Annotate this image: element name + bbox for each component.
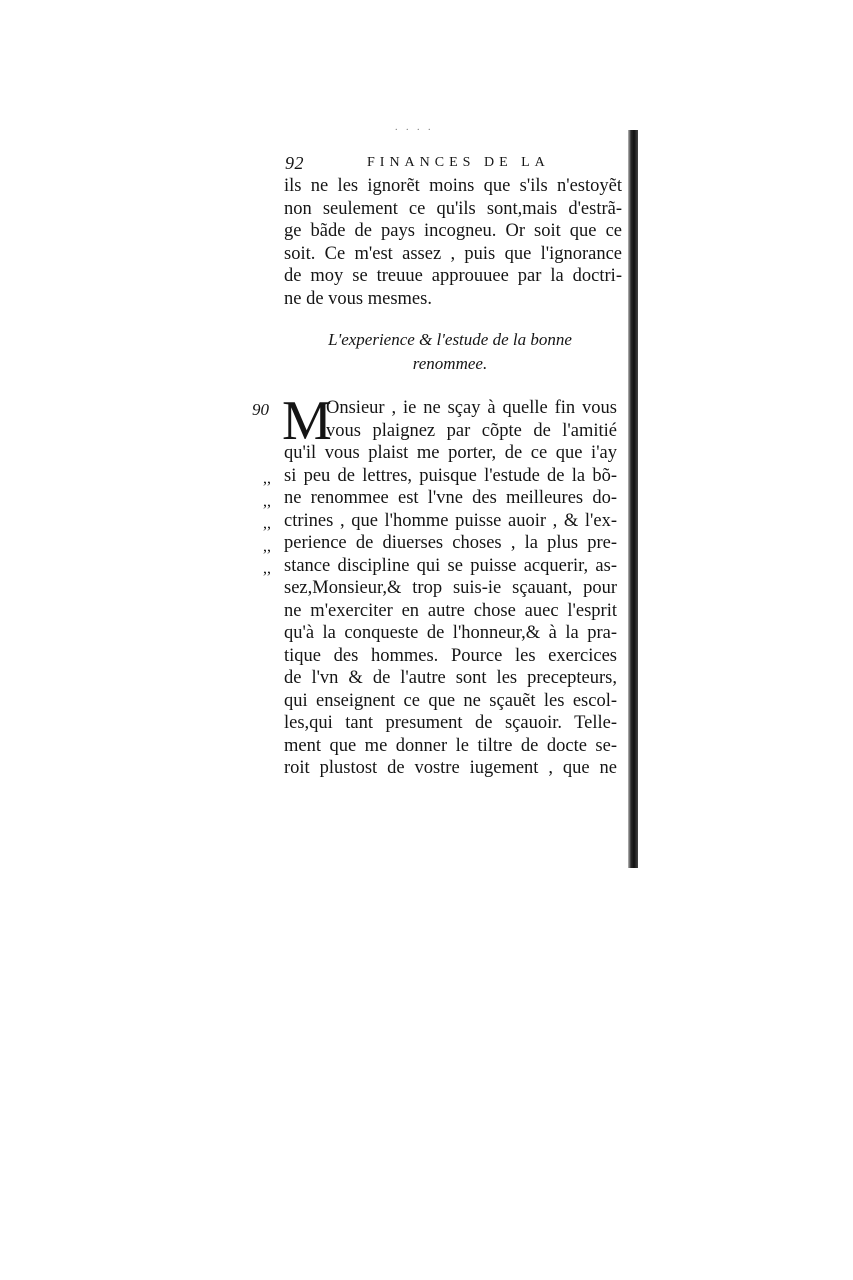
text-line: ment que me donner le tiltre de docte se- [284,735,617,756]
text-line: soit. Ce m'est assez , puis que l'ignorance [284,243,622,264]
text-line: stance discipline qui se puisse acquerir, as- [284,555,617,576]
drop-cap: M [282,390,332,452]
text-line: roit plustost de vostre iugement , que ne [284,758,617,778]
text-line: perience de diuerses choses , la plus pre- [284,533,617,553]
margin-note-number: 90 [252,400,269,419]
text-line: qui enseignent ce que ne sçauẽt les escol- [284,690,617,711]
heading-line: L'experience & l'estude de la bonne [328,330,572,349]
quote-mark: ,, [263,470,271,487]
text-line: ne m'exerciter en autre chose auec l'esprit [284,600,617,621]
text-line: ne de vous mesmes. [284,288,432,309]
text-line: ils ne les ignorẽt moins que s'ils n'estoyẽt [284,176,622,196]
text-line: vous plaignez par cõpte de l'amitié [326,420,617,441]
text-line: Onsieur , ie ne sçay à quelle fin vous [326,398,617,418]
text-line: ne renommee est l'vne des meilleures do- [284,488,617,508]
text-line: les,qui tant presument de sçauoir. Telle- [284,713,617,733]
quote-mark: ,, [263,515,271,532]
letter-paragraph [282,390,617,780]
page-number: 92 [285,153,304,173]
quote-mark: ,, [263,560,271,577]
page-edge-shadow [628,130,638,868]
text-line: ctrines , que l'homme puisse auoir , & l'ex- [284,510,617,531]
text-line: ge bãde de pays incogneu. Or soit que ce [284,221,622,241]
quotation-marks-column [263,468,281,581]
text-line: de l'vn & de l'autre sont les precepteurs, [284,668,617,688]
text-line: si peu de lettres, puisque l'estude de la bõ- [284,465,617,486]
text-line: non seulement ce qu'ils sont,mais d'estrã- [284,198,622,219]
text-line: de moy se treuue approuuee par la doctri- [284,266,622,286]
continuation-paragraph [284,175,622,310]
quote-mark: ,, [263,492,271,510]
text-line: tique des hommes. Pource les exercices [284,645,617,666]
top-dots: . . . . [395,122,434,133]
text-line: sez,Monsieur,& trop suis-ie sçauant, pour [284,578,617,598]
running-title: FINANCES DE LA [367,155,550,170]
section-heading [300,328,600,376]
quote-mark: ,, [263,537,271,555]
text-line: qu'à la conqueste de l'honneur,& à la pra- [284,623,617,643]
heading-line: renommee. [412,354,488,373]
text-line: qu'il vous plaist me porter, de ce que i'ay [284,443,617,463]
